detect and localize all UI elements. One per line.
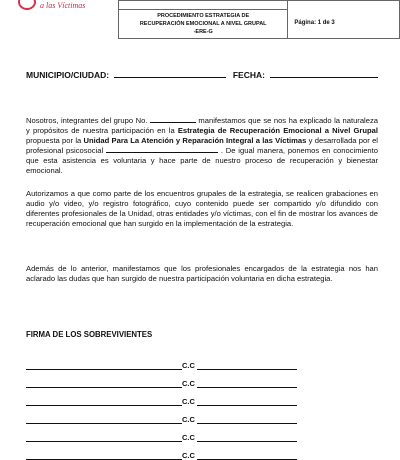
signature-row	[26, 424, 316, 442]
signature-list	[26, 352, 316, 460]
procedure-title-line1: PROCEDIMIENTO ESTRATEGIA DE	[157, 13, 250, 19]
municipio-label: MUNICIPIO/CIUDAD:	[26, 70, 110, 80]
signature-field[interactable]	[26, 362, 182, 370]
signatures-title: FIRMA DE LOS SOBREVIVIENTES	[26, 330, 153, 339]
logo-text: a las Víctimas	[40, 1, 86, 10]
cc-field[interactable]	[197, 416, 297, 424]
signature-field[interactable]	[26, 380, 182, 388]
fecha-label: FECHA:	[232, 70, 265, 80]
cc-field[interactable]	[197, 362, 297, 370]
signature-row	[26, 352, 316, 370]
consent-paragraph-2: Autorizamos a que como parte de los encuentros grupales de la estrategia, se realicen grabaciones en audio y/o video, y/o registro fotográfico, cuyo contenido puede ser compartido y/o difundido con diferentes profesionales de la Unidad, otras entidades y/o víctimas, con el fin de mostrar los avances de recuperación emocional que han surgido en la implementación de la estrategia.	[26, 189, 378, 229]
cc-field[interactable]	[197, 380, 297, 388]
signature-row	[26, 370, 316, 388]
logo	[0, 0, 118, 14]
signature-field[interactable]	[26, 398, 182, 406]
cc-label: C.C	[182, 379, 195, 388]
psychosocial-professional-field[interactable]	[106, 146, 218, 153]
p1-text-a: Nosotros, integrantes del grupo No.	[26, 116, 148, 125]
p1-text-d: y desarrollada por el profesional psicosocial	[26, 136, 378, 156]
logo-mark-icon	[18, 0, 36, 10]
procedure-title-cell	[119, 1, 288, 39]
signature-row	[26, 388, 316, 406]
procedure-code: -ERE-G	[193, 29, 213, 35]
cc-field[interactable]	[197, 398, 297, 406]
p1-bold-strategy: Estrategia de Recuperación Emocional a Nivel Grupal	[177, 126, 378, 136]
p1-text-c: propuesta por la	[26, 136, 84, 146]
consent-paragraph-1	[26, 116, 378, 177]
cc-label: C.C	[182, 433, 195, 442]
signature-field[interactable]	[26, 434, 182, 442]
header-table	[118, 0, 400, 39]
consent-paragraph-3: Además de lo anterior, manifestamos que los profesionales encargados de la estrategia nos han aclarado las dudas que han surgido de nuestra participación voluntaria en dicha estrategia.	[26, 264, 378, 284]
fecha-field[interactable]	[270, 70, 378, 78]
cc-label: C.C	[182, 451, 195, 460]
page-number-cell	[288, 1, 400, 39]
document-header	[0, 0, 400, 40]
p1-bold-unidad: Unidad Para La Atención y Reparación Integral a las Víctimas	[83, 136, 307, 146]
header-top-divider	[118, 5, 288, 10]
signature-row	[26, 442, 316, 460]
signature-field[interactable]	[26, 416, 182, 424]
procedure-title-line2: RECUPERACIÓN EMOCIONAL A NIVEL GRUPAL	[139, 21, 267, 27]
cc-label: C.C	[182, 361, 195, 370]
signature-field[interactable]	[26, 452, 182, 460]
p1-text-b: manifestamos que se nos ha explicado la naturaleza y propósitos de nuestra participación en la	[26, 116, 378, 136]
cc-field[interactable]	[197, 452, 297, 460]
signature-row	[26, 406, 316, 424]
cc-field[interactable]	[197, 434, 297, 442]
municipio-fecha-line	[26, 70, 378, 80]
cc-label: C.C	[182, 397, 195, 406]
municipio-field[interactable]	[114, 70, 226, 78]
cc-label: C.C	[182, 415, 195, 424]
group-number-field[interactable]	[150, 116, 196, 123]
p1-text-e: . De igual manera, ponemos en conocimiento que esta asistencia es voluntaria y hace parte de nuestro proceso de recuperación y bienestar emocional.	[26, 146, 378, 176]
page-number: Página: 1 de 3	[294, 19, 335, 26]
